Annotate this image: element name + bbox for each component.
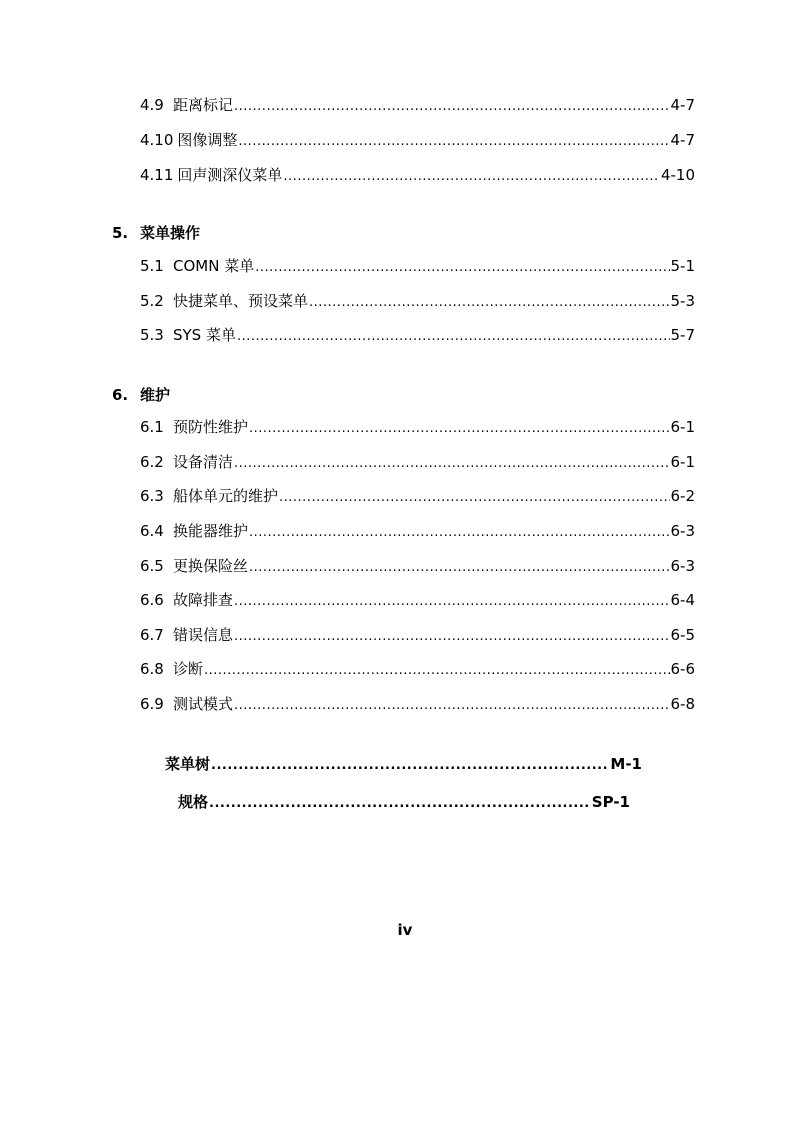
toc-entry-title: 换能器维护 xyxy=(173,522,249,540)
toc-entry-number: 6.4 xyxy=(140,522,164,540)
toc-entry-title: 菜单树 xyxy=(165,755,211,773)
toc-entry-page: 6-3 xyxy=(670,522,695,540)
toc-entry-6-8[interactable] xyxy=(140,660,695,680)
toc-entry-4-11[interactable] xyxy=(140,166,695,186)
toc-entry-page: 6-8 xyxy=(670,695,695,713)
toc-entry-title: 设备清洁 xyxy=(173,453,234,471)
toc-entry-number: 6.8 xyxy=(140,660,164,678)
chapter-title: 菜单操作 xyxy=(140,224,201,242)
toc-entry-6-4[interactable] xyxy=(140,522,695,542)
dot-leader xyxy=(249,420,669,438)
dot-leader xyxy=(237,328,670,346)
toc-entry-page: 4-7 xyxy=(670,131,695,149)
chapter-title: 维护 xyxy=(140,386,171,404)
toc-entry-title: 更换保险丝 xyxy=(173,557,249,575)
toc-entry-6-1[interactable] xyxy=(140,418,695,438)
dot-leader xyxy=(234,593,669,611)
toc-entry-page: 6-5 xyxy=(670,626,695,644)
toc-entry-page: 5-7 xyxy=(670,326,695,344)
toc-entry-6-7[interactable] xyxy=(140,626,695,646)
toc-entry-title: 快捷菜单、预设菜单 xyxy=(173,292,309,310)
toc-entry-title: 故障排查 xyxy=(173,591,234,609)
toc-entry-title: 规格 xyxy=(178,793,209,811)
page-number: iv xyxy=(397,921,413,939)
dot-leader xyxy=(211,757,609,775)
toc-entry-4-9[interactable] xyxy=(140,96,695,116)
dot-leader xyxy=(279,489,669,507)
toc-entry-page: 6-1 xyxy=(670,453,695,471)
chapter-number: 5. xyxy=(112,224,129,242)
toc-entry-title: SYS 菜单 xyxy=(173,326,236,344)
toc-entry-page: 6-6 xyxy=(670,660,695,678)
toc-appendix-menu-tree[interactable] xyxy=(165,755,642,775)
dot-leader xyxy=(249,559,669,577)
toc-entry-number: 6.5 xyxy=(140,557,164,575)
toc-entry-title: 预防性维护 xyxy=(173,418,249,436)
toc-chapter-6[interactable] xyxy=(112,384,170,405)
toc-entry-number: 6.9 xyxy=(140,695,164,713)
toc-entry-title: COMN 菜单 xyxy=(173,257,255,275)
dot-leader xyxy=(234,697,669,715)
toc-entry-number: 4.11 xyxy=(140,166,174,184)
toc-entry-6-3[interactable] xyxy=(140,487,695,507)
toc-entry-number: 6.6 xyxy=(140,591,164,609)
toc-entry-page: SP-1 xyxy=(591,793,630,811)
dot-leader xyxy=(234,628,669,646)
toc-entry-number: 4.9 xyxy=(140,96,164,114)
dot-leader xyxy=(234,455,669,473)
toc-entry-title: 测试模式 xyxy=(173,695,234,713)
toc-entry-number: 5.1 xyxy=(140,257,164,275)
dot-leader xyxy=(238,133,669,151)
toc-entry-title: 距离标记 xyxy=(173,96,234,114)
dot-leader xyxy=(283,168,660,186)
toc-entry-number: 6.3 xyxy=(140,487,164,505)
toc-entry-5-3[interactable] xyxy=(140,326,695,346)
toc-entry-6-6[interactable] xyxy=(140,591,695,611)
dot-leader xyxy=(234,98,669,116)
toc-entry-number: 4.10 xyxy=(140,131,174,149)
toc-entry-title: 回声测深仪菜单 xyxy=(177,166,283,184)
toc-entry-title: 诊断 xyxy=(173,660,204,678)
toc-entry-4-10[interactable] xyxy=(140,131,695,151)
toc-entry-number: 5.3 xyxy=(140,326,164,344)
toc-entry-number: 6.1 xyxy=(140,418,164,436)
chapter-number: 6. xyxy=(112,386,129,404)
toc-entry-title: 图像调整 xyxy=(177,131,238,149)
toc-entry-6-2[interactable] xyxy=(140,453,695,473)
toc-entry-5-1[interactable] xyxy=(140,257,695,277)
toc-entry-page: 4-10 xyxy=(660,166,695,184)
toc-entry-page: 5-1 xyxy=(670,257,695,275)
toc-entry-6-9[interactable] xyxy=(140,695,695,715)
toc-entry-5-2[interactable] xyxy=(140,292,695,312)
toc-chapter-5[interactable] xyxy=(112,222,200,243)
toc-entry-number: 6.7 xyxy=(140,626,164,644)
toc-entry-page: 6-4 xyxy=(670,591,695,609)
toc-entry-6-5[interactable] xyxy=(140,557,695,577)
dot-leader xyxy=(204,662,669,680)
dot-leader xyxy=(309,294,669,312)
toc-entry-page: 5-3 xyxy=(670,292,695,310)
dot-leader xyxy=(255,259,669,277)
toc-entry-number: 5.2 xyxy=(140,292,164,310)
dot-leader xyxy=(209,795,591,813)
dot-leader xyxy=(249,524,669,542)
toc-entry-page: 6-2 xyxy=(670,487,695,505)
toc-entry-page: M-1 xyxy=(610,755,642,773)
toc-entry-title: 错误信息 xyxy=(173,626,234,644)
toc-entry-page: 4-7 xyxy=(670,96,695,114)
toc-appendix-specifications[interactable] xyxy=(178,793,630,813)
toc-entry-page: 6-3 xyxy=(670,557,695,575)
toc-entry-title: 船体单元的维护 xyxy=(173,487,279,505)
toc-entry-page: 6-1 xyxy=(670,418,695,436)
toc-entry-number: 6.2 xyxy=(140,453,164,471)
